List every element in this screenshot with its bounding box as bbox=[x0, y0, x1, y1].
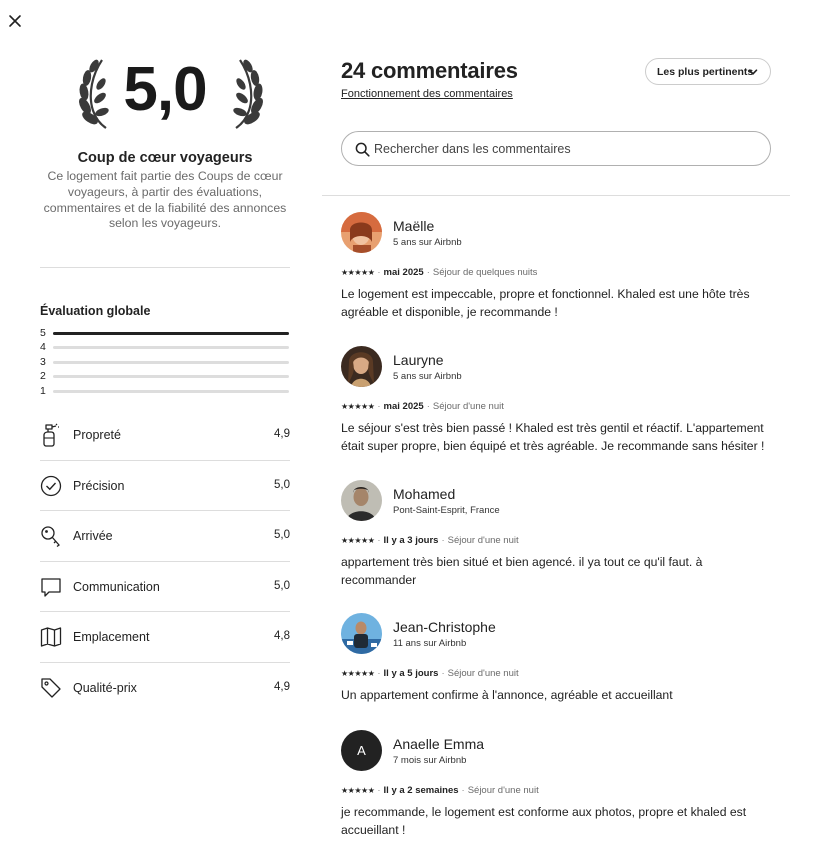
overall-rating-title: Évaluation globale bbox=[40, 304, 151, 318]
reviews-count-title: 24 commentaires bbox=[341, 58, 518, 83]
close-icon[interactable] bbox=[6, 12, 24, 30]
category-communication bbox=[40, 562, 290, 613]
rating-bar-label: 4 bbox=[40, 341, 46, 354]
review-search[interactable] bbox=[341, 131, 771, 166]
rating-bar-row bbox=[40, 326, 290, 340]
check-circle-icon bbox=[40, 474, 62, 498]
review-meta bbox=[341, 668, 519, 679]
review-text: Le logement est impeccable, propre et fonctionnel. Khaled est une hôte très agréable et disponible, je recommande ! bbox=[341, 287, 750, 319]
rating-bar-row bbox=[40, 369, 290, 383]
stay-type: Séjour d'une nuit bbox=[447, 535, 519, 546]
review-date: Il y a 3 jours bbox=[383, 535, 439, 546]
category-value-for-money bbox=[40, 663, 290, 714]
review-date: mai 2025 bbox=[383, 267, 424, 278]
reviewer-subtitle: 11 ans sur Airbnb bbox=[393, 638, 467, 649]
separator-dot: · bbox=[377, 267, 381, 278]
review-meta bbox=[341, 785, 539, 796]
rating-bar-label: 1 bbox=[40, 384, 46, 397]
guest-favorite-badge bbox=[40, 52, 290, 132]
reviewer-subtitle: 5 ans sur Airbnb bbox=[393, 371, 462, 382]
category-value: 5,0 bbox=[274, 529, 290, 541]
review-text: appartement très bien situé et bien agencé. il ya tout ce qu'il faut. à recommander bbox=[341, 555, 703, 587]
rating-bar-track bbox=[53, 346, 289, 349]
review-text: Le séjour s'est très bien passé ! Khaled est très gentil et réactif. L'appartement était super propre, bien équipé et très agréable. Je recommande sans hésiter ! bbox=[341, 421, 765, 453]
rating-bar-label: 2 bbox=[40, 370, 46, 383]
map-icon bbox=[40, 625, 62, 649]
separator-dot: · bbox=[441, 668, 445, 679]
category-label: Qualité-prix bbox=[73, 680, 137, 695]
how-reviews-work-link[interactable]: Fonctionnement des commentaires bbox=[341, 88, 513, 100]
search-icon bbox=[355, 142, 370, 157]
review-date: Il y a 5 jours bbox=[383, 668, 439, 679]
separator-dot: · bbox=[461, 785, 465, 796]
reviewer-avatar[interactable] bbox=[341, 212, 382, 253]
reviewer-avatar[interactable] bbox=[341, 346, 382, 387]
reviewer-name: Maëlle bbox=[393, 218, 435, 234]
guest-favorite-description: Ce logement fait partie des Coups de cœur voyageurs, à partir des évaluations, commentaires et de la fiabilité des annonces selon les voyageurs. bbox=[43, 169, 287, 231]
separator-dot: · bbox=[377, 535, 381, 546]
review-meta bbox=[341, 401, 504, 412]
separator-dot: · bbox=[441, 535, 445, 546]
reviewer-subtitle: 7 mois sur Airbnb bbox=[393, 755, 467, 766]
separator-dot: · bbox=[377, 401, 381, 412]
reviewer-avatar[interactable] bbox=[341, 613, 382, 654]
star-rating: ★★★★★ bbox=[341, 268, 375, 277]
overall-score: 5,0 bbox=[123, 55, 207, 124]
reviewer-name: Anaelle Emma bbox=[393, 736, 485, 752]
rating-bar-row bbox=[40, 384, 290, 398]
category-label: Communication bbox=[73, 579, 160, 594]
rating-bar-row bbox=[40, 340, 290, 354]
category-label: Précision bbox=[73, 478, 125, 493]
divider bbox=[40, 267, 290, 268]
separator-dot: · bbox=[426, 401, 430, 412]
rating-bar-label: 5 bbox=[40, 327, 46, 339]
star-rating: ★★★★★ bbox=[341, 669, 375, 678]
spray-bottle-icon bbox=[40, 423, 62, 447]
category-location bbox=[40, 612, 290, 663]
stay-type: Séjour d'une nuit bbox=[447, 668, 519, 679]
review-meta bbox=[341, 535, 519, 546]
price-tag-icon bbox=[40, 676, 62, 700]
category-value: 4,8 bbox=[274, 630, 290, 642]
rating-bar-fill bbox=[53, 332, 289, 335]
reviewer-subtitle: 5 ans sur Airbnb bbox=[393, 237, 462, 248]
rating-bar-track bbox=[53, 361, 289, 364]
sort-dropdown[interactable] bbox=[645, 58, 771, 85]
reviewer-avatar[interactable] bbox=[341, 480, 382, 521]
rating-bar-label: 3 bbox=[40, 355, 46, 368]
category-label: Arrivée bbox=[73, 529, 113, 543]
key-icon bbox=[40, 524, 62, 548]
chat-bubble-icon bbox=[40, 575, 62, 599]
review-text: Un appartement confirme à l'annonce, agréable et accueillant bbox=[341, 688, 673, 702]
reviewer-avatar[interactable]: A bbox=[341, 730, 382, 771]
star-rating: ★★★★★ bbox=[341, 536, 375, 545]
star-rating: ★★★★★ bbox=[341, 786, 375, 795]
category-value: 4,9 bbox=[274, 680, 290, 693]
category-checkin bbox=[40, 511, 290, 562]
divider bbox=[322, 195, 790, 196]
review-date: mai 2025 bbox=[383, 401, 424, 412]
category-label: Propreté bbox=[73, 428, 121, 442]
laurel-right-icon bbox=[226, 56, 266, 132]
category-value: 5,0 bbox=[274, 478, 290, 491]
search-input[interactable] bbox=[374, 138, 754, 160]
chevron-down-icon bbox=[748, 67, 758, 77]
review-date: Il y a 2 semaines bbox=[383, 785, 459, 796]
category-label: Emplacement bbox=[73, 630, 150, 644]
stay-type: Séjour de quelques nuits bbox=[432, 267, 538, 278]
category-cleanliness bbox=[40, 410, 290, 461]
category-accuracy bbox=[40, 461, 290, 512]
category-value: 4,9 bbox=[274, 428, 290, 440]
review-text: je recommande, le logement est conforme aux photos, propre et khaled est accueillant ! bbox=[341, 805, 747, 837]
reviewer-name: Jean-Christophe bbox=[393, 619, 496, 635]
separator-dot: · bbox=[426, 267, 430, 278]
category-value: 5,0 bbox=[274, 579, 290, 592]
sort-label: Les plus pertinents bbox=[657, 65, 754, 78]
separator-dot: · bbox=[377, 668, 381, 679]
rating-bar-row bbox=[40, 355, 290, 369]
rating-bar-track bbox=[53, 390, 289, 393]
reviewer-name: Lauryne bbox=[393, 352, 444, 368]
rating-distribution bbox=[40, 326, 290, 398]
stay-type: Séjour d'une nuit bbox=[467, 785, 539, 796]
rating-bar-track bbox=[53, 332, 289, 335]
rating-bar-track bbox=[53, 375, 289, 378]
category-ratings bbox=[40, 410, 290, 713]
reviewer-name: Mohamed bbox=[393, 486, 456, 502]
star-rating: ★★★★★ bbox=[341, 402, 375, 411]
stay-type: Séjour d'une nuit bbox=[432, 401, 504, 412]
review-meta bbox=[341, 267, 537, 278]
separator-dot: · bbox=[377, 785, 381, 796]
guest-favorite-title: Coup de cœur voyageurs bbox=[77, 150, 253, 166]
reviewer-subtitle: Pont-Saint-Esprit, France bbox=[393, 505, 500, 516]
